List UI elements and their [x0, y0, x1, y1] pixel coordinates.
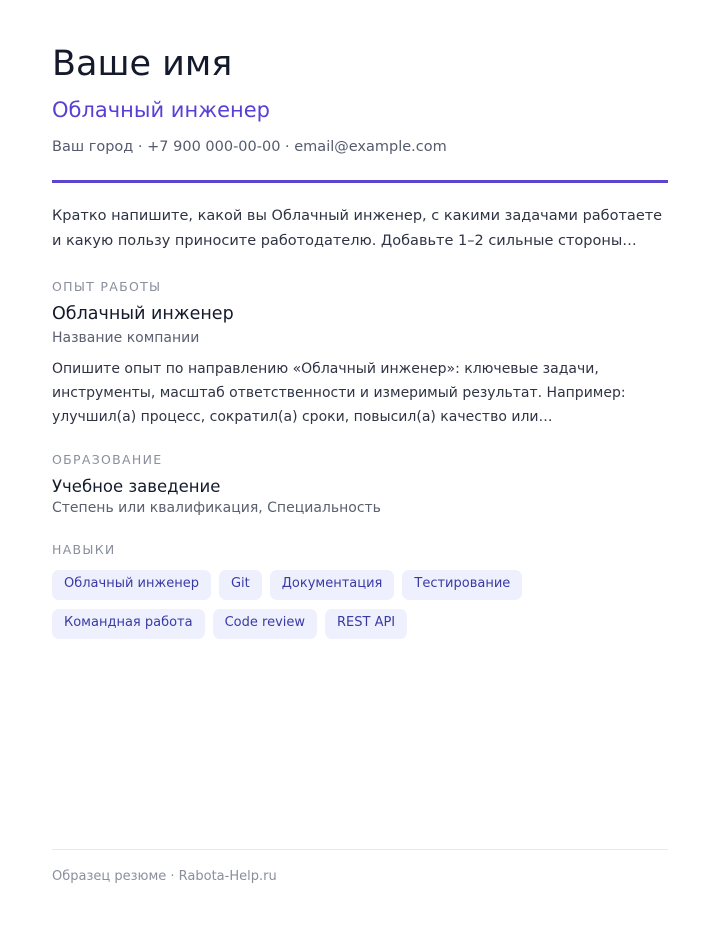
education-degree: Степень или квалификация, Специальность — [52, 500, 381, 516]
skills-section-title: НАВЫКИ — [52, 542, 116, 557]
skill-chip: Git — [219, 570, 262, 600]
skill-chip: Тестирование — [402, 570, 522, 600]
skill-chip: Облачный инженер — [52, 570, 211, 600]
header-divider — [52, 180, 668, 183]
summary-text: Кратко напишите, какой вы Облачный инженер, с какими задачами работаете и какую пользу приносите работодателю. Добавьте 1–2 сильные стороны… — [52, 208, 663, 249]
education-institution: Учебное заведение — [52, 477, 221, 496]
skill-chip: REST API — [325, 609, 407, 639]
contact-line: Ваш город · +7 900 000-00-00 · email@example.com — [52, 139, 447, 155]
job-description: Опишите опыт по направлению «Облачный инженер»: ключевые задачи, инструменты, масштаб ответственности и измеримый результат. Например: улучшил(а) процесс, сократил(а) сроки, повысил(а) качество или… — [52, 361, 626, 425]
candidate-role: Облачный инженер — [52, 98, 271, 122]
skill-chip: Code review — [213, 609, 317, 639]
skill-chip: Документация — [270, 570, 395, 600]
experience-section-title: ОПЫТ РАБОТЫ — [52, 279, 162, 294]
candidate-name: Ваше имя — [52, 44, 233, 84]
skills-list — [52, 570, 668, 639]
footer-divider — [52, 849, 668, 850]
skill-chip: Командная работа — [52, 609, 205, 639]
education-section-title: ОБРАЗОВАНИЕ — [52, 452, 163, 467]
footer-text: Образец резюме · Rabota-Help.ru — [52, 869, 277, 884]
company-name: Название компании — [52, 330, 200, 346]
job-title: Облачный инженер — [52, 304, 234, 324]
